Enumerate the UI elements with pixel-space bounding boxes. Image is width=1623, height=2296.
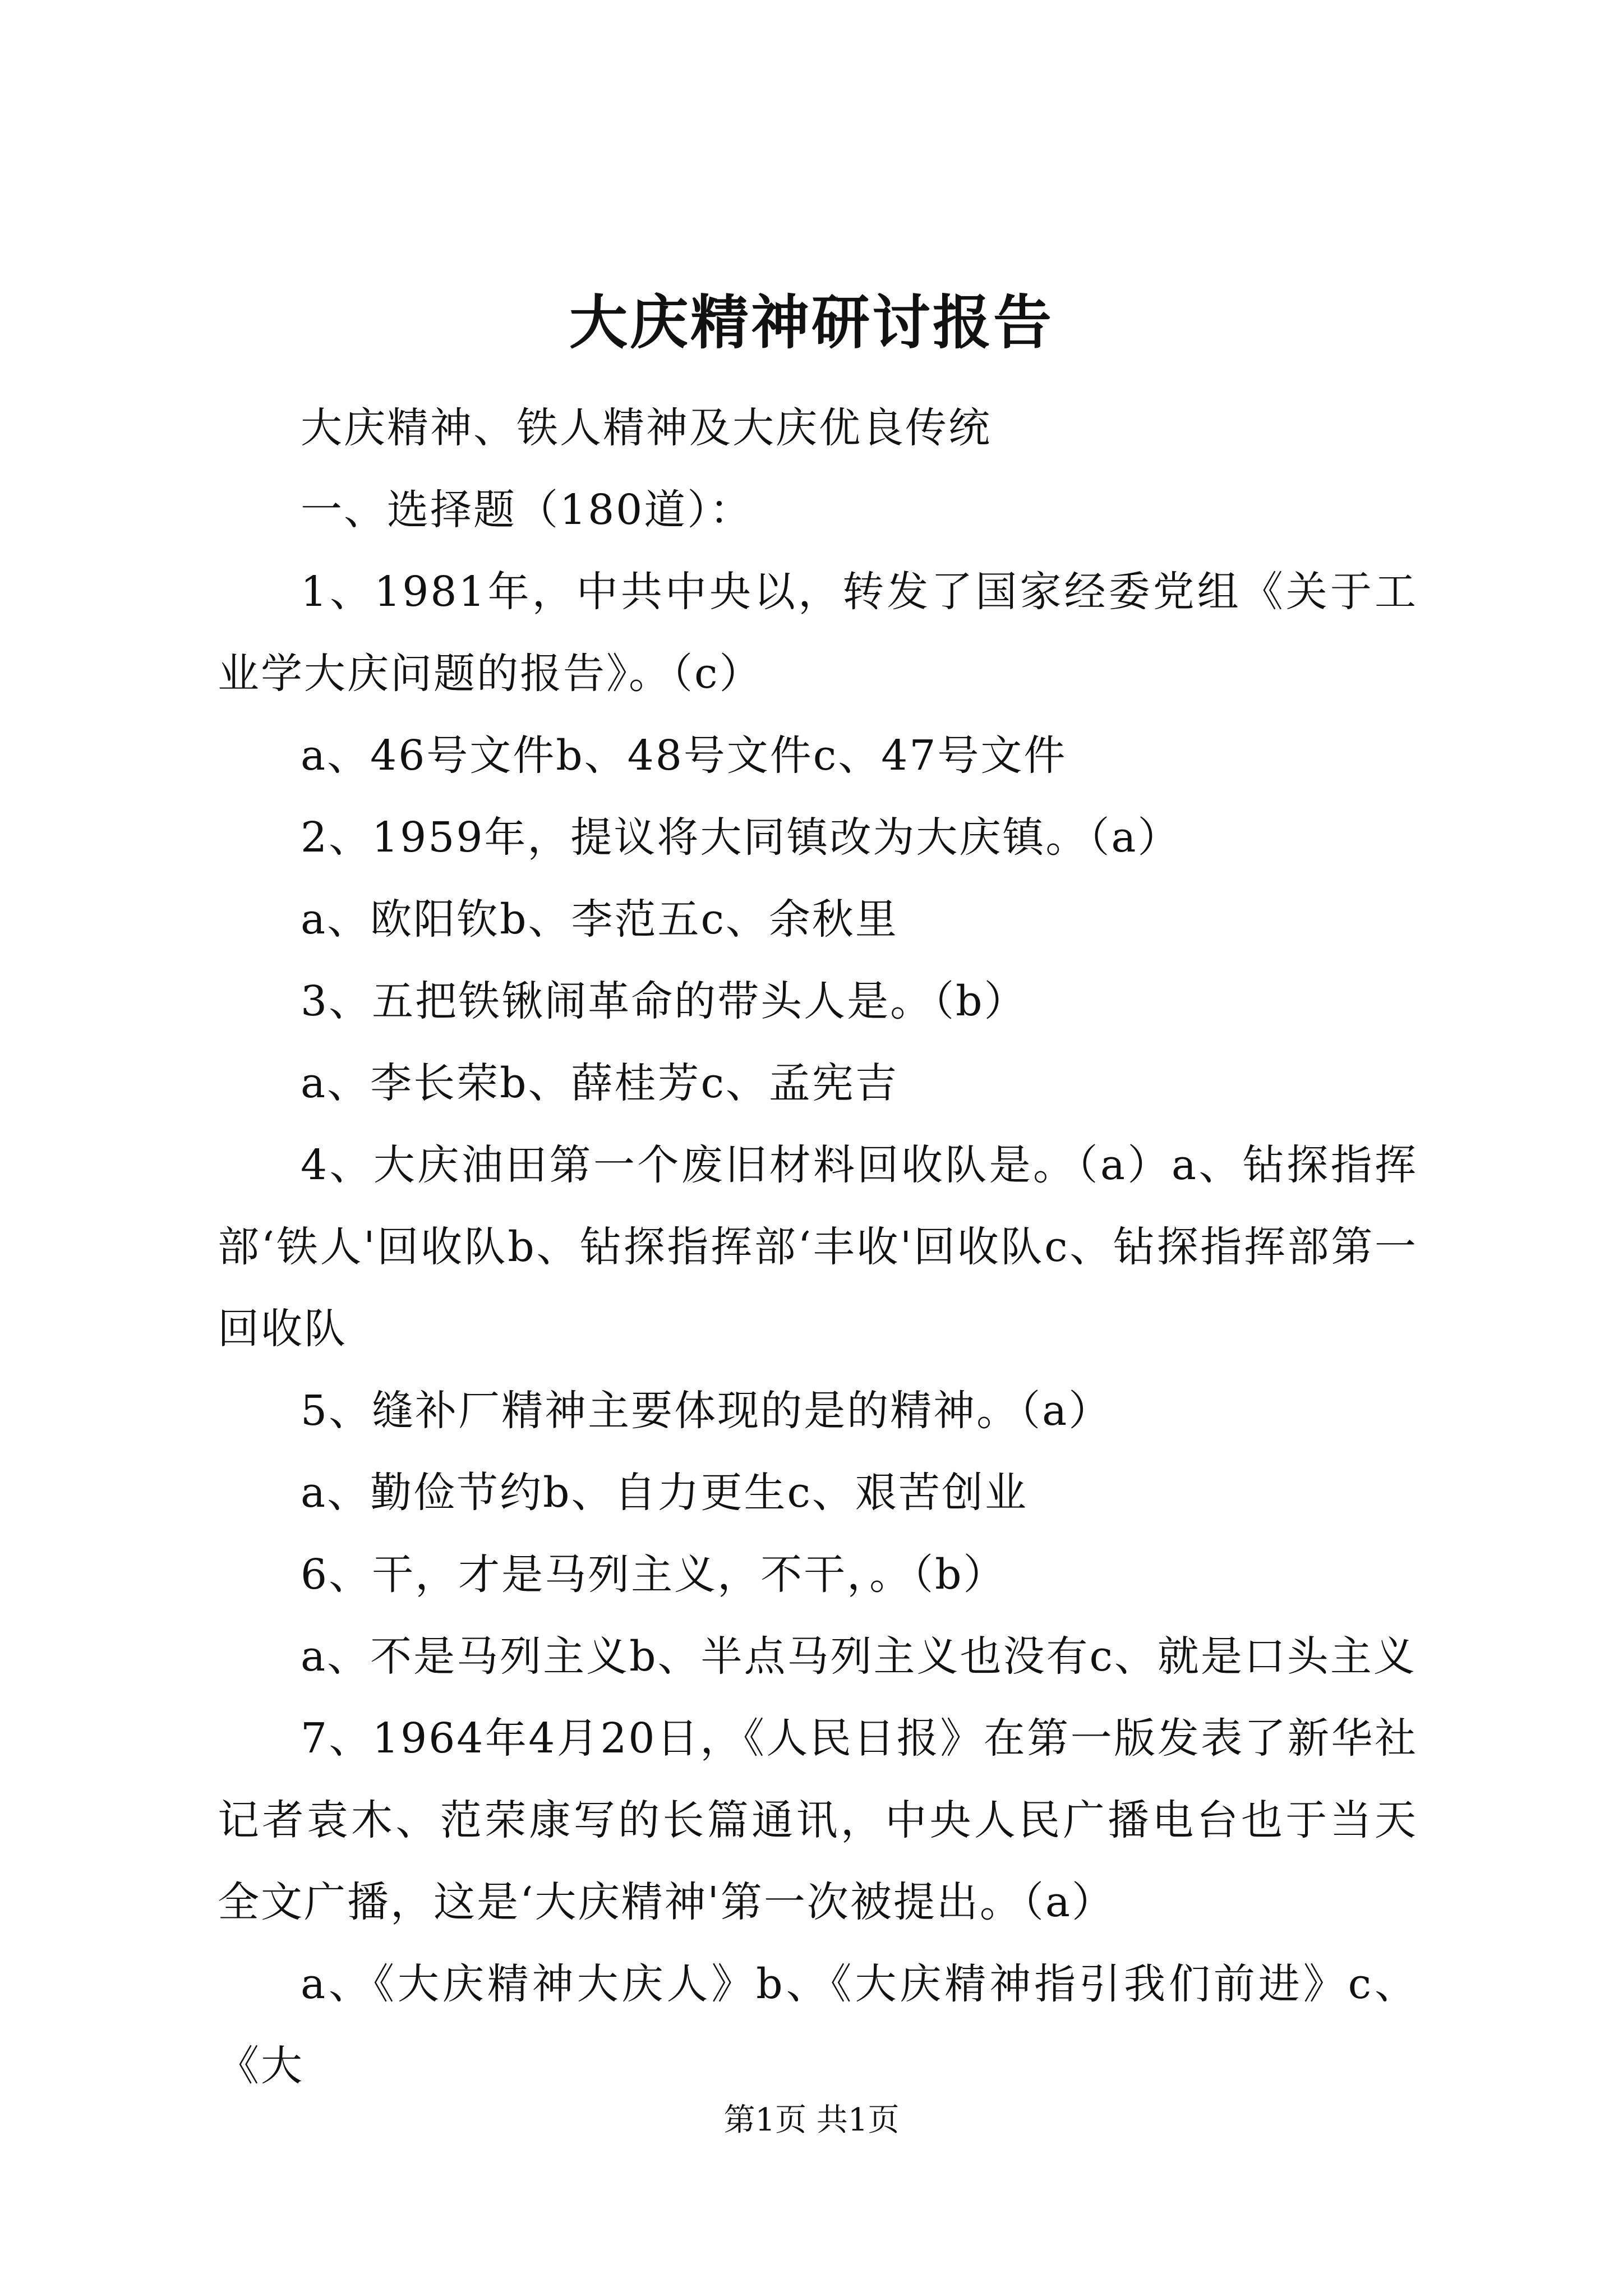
- document-body: [218, 387, 1418, 2107]
- question-1: 1、1981年，中共中央以，转发了国家经委党组《关于工业学大庆问题的报告》。（c）: [218, 568, 1418, 698]
- options-1: a、46号文件b、48号文件c、47号文件: [301, 731, 1067, 780]
- options-5: a、勤俭节约b、自力更生c、艰苦创业: [301, 1469, 1028, 1517]
- page-footer: 第1页 共1页: [723, 2102, 900, 2138]
- question-5: 5、缝补厂精神主要体现的是的精神。（a）: [301, 1387, 1112, 1435]
- subtitle-paragraph: 大庆精神、铁人精神及大庆优良传统: [301, 404, 992, 452]
- options-6: a、不是马列主义b、半点马列主义也没有c、就是口头主义: [301, 1632, 1417, 1681]
- question-2: 2、1959年，提议将大同镇改为大庆镇。（a）: [301, 813, 1181, 862]
- question-7: 7、1964年4月20日，《人民日报》在第一版发表了新华社记者袁木、范荣康写的长篇通讯，中央人民广播电台也于当天全文广播，这是‘大庆精神'第一次被提出。（a）: [218, 1714, 1418, 1926]
- options-7: a、《大庆精神大庆人》b、《大庆精神指引我们前进》c、《大: [218, 1960, 1418, 2090]
- question-4: 4、大庆油田第一个废旧材料回收队是。（a）a、钻探指挥部‘铁人'回收队b、钻探指挥部‘丰收'回收队c、钻探指挥部第一回收队: [218, 1141, 1418, 1353]
- options-2: a、欧阳钦b、李范五c、余秋里: [301, 895, 898, 944]
- question-6: 6、干，才是马列主义，不干，。（b）: [301, 1550, 1007, 1599]
- section-heading: 一、选择题（180道）：: [301, 486, 753, 534]
- document-title: 大庆精神研讨报告: [569, 288, 1054, 357]
- question-3: 3、五把铁锹闹革命的带头人是。（b）: [301, 977, 1027, 1025]
- options-3: a、李长荣b、薛桂芳c、孟宪吉: [301, 1059, 898, 1107]
